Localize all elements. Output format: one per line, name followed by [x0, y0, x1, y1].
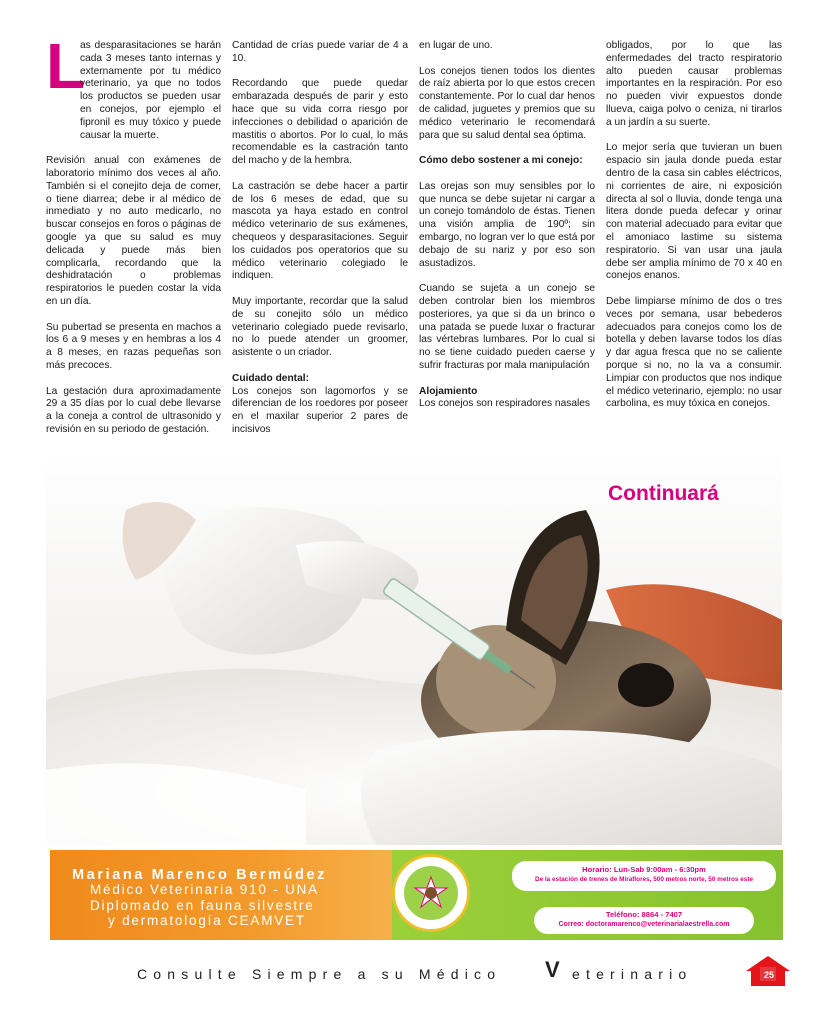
address-text: De la estación de trenes de Miraflores, 500 metros norte, 50 metros este	[534, 876, 754, 883]
vet-credential: Diplomado en fauna silvestre	[90, 898, 315, 913]
paragraph: Recordando que puede quedar embarazada después de parir y esto hace que su vida corra riesgo por infecciones o debilidad o aparición de mastitis o abortos. Por lo cual, lo más recomendable es la castración tanto del macho y de la hembra.	[232, 78, 408, 167]
paragraph: Los conejos son respiradores nasales	[419, 398, 591, 410]
paragraph: Debe limpiarse mínimo de dos o tres veces por semana, usar bebederos adecuados para conejos como los de botella y deben lavarse todos los días y dar agua fresca que no se caliente porque si no, no la va a consumir. Limpiar con productos que nos indique el médico veterinario, ejemplo: no usar carbolina, es muy tóxica en conejos.	[606, 295, 782, 410]
footer-tagline: Consulte Siempre a su Médico	[137, 966, 502, 982]
paragraph: Los conejos son lagomorfos y se diferencian de los roedores por poseer en el maxilar superior 2 pares de incisivos	[232, 385, 408, 435]
article-column-1	[46, 30, 221, 450]
section-heading: Alojamiento	[419, 385, 478, 397]
vet-credential: Médico Veterinaria 910 - UNA	[90, 882, 319, 897]
clinic-seal-logo	[392, 854, 470, 932]
paragraph: Los conejos tienen todos los dientes de raíz abierta por lo que estos crecen constantemente. Por lo cual dar henos de calidad, juguetes y premios que su médico veterinario le recomendará para que su salud dental sea óptima.	[419, 65, 595, 141]
paragraph-text: as desparasitaciones se harán cada 3 meses tanto internas y externamente por tu médico veterinario, ya que no todos los productos se pueden usar en conejos, por ejemplo el fipronil es muy tóxico y puede causar la muerte.	[80, 40, 221, 141]
paragraph: Cantidad de crías puede variar de 4 a 10.	[232, 40, 408, 64]
paragraph: Lo mejor sería que tuvieran un buen espacio sin jaula donde pueda estar dentro de la casa sin cables eléctricos, ni corrientes de aire, ni exposición directa al sol o lluvia, donde tenga una litera donde pueda defecar y orinar con material adecuado para evitar que el amoniaco lastime su sistema respiratorio. Si van usar una jaula debe ser amplia mínimo de 70 x 40 en conejos enanos.	[606, 142, 782, 282]
paragraph: La castración se debe hacer a partir de los 6 meses de edad, que su mascota ya haya estado en control médico veterinario de sus exámenes, chequeos y desparasitaciones. Seguir los cuidados pos operatorios que su médico veterinario colegiado le indiquen.	[232, 180, 408, 282]
vet-contact-banner	[50, 850, 783, 940]
paragraph	[46, 30, 221, 142]
seal-star-icon	[395, 857, 467, 929]
contact-box	[534, 907, 754, 934]
article-column-2	[232, 40, 408, 450]
paragraph: obligados, por lo que las enfermedades del tracto respiratorio alto pueden causar problemas importantes en la respiración. Por eso no pueden vivir expuestos donde llueva, caiga polvo o ceniza, ni tirarlos a un jardín a su suerte.	[606, 40, 782, 128]
article-column-3	[419, 40, 595, 424]
vet-v-logo-icon: V	[545, 957, 560, 982]
hours-box	[512, 861, 776, 891]
footer-tagline-end: eterinario	[572, 966, 693, 982]
paragraph: Cuando se sujeta a un conejo se deben controlar bien los miembros posteriores, ya que si da un brinco o una patada se puede luxar o fracturar las vértebras lumbares. Por lo cual si no se tiene cuidado pueden caerse y sufrir fracturas por mala manipulación	[419, 283, 595, 371]
vet-rabbit-photo	[46, 450, 782, 845]
page-number: 25	[764, 970, 775, 980]
section-heading: Cómo debo sostener a mi conejo:	[419, 155, 583, 167]
email-link[interactable]: Correo: doctoramarenco@veterinarialaestrella.com	[558, 921, 730, 928]
paragraph: en lugar de uno.	[419, 40, 493, 51]
paragraph: La gestación dura aproximadamente 29 a 35 días por lo cual debe llevarse a la coneja a control de ultrasonido y revisión en su periodo de gestación.	[46, 385, 221, 435]
hours-text: Horario: Lun-Sab 9:00am - 6:30pm	[582, 865, 706, 874]
phone-text: Teléfono: 8864 - 7407	[605, 910, 683, 919]
paragraph: Su pubertad se presenta en machos a los 6 a 9 meses y en hembras a los 4 a 8 meses, en razas pequeñas son más precoces.	[46, 321, 221, 371]
continued-label: Continuará	[608, 482, 719, 505]
paragraph: Las orejas son muy sensibles por lo que nunca se debe sujetar ni cargar a un conejo tomándolo de éstas. Tienen una visión amplia de 190º; sin embargo, no logran ver lo que está por debajo de su nariz y por eso son asustadizos.	[419, 180, 595, 269]
drop-cap: L	[46, 30, 86, 102]
article-column-4	[606, 40, 782, 424]
banner-left-panel	[50, 850, 392, 940]
vet-credential: y dermatología CEAMVET	[108, 913, 306, 928]
paragraph: Muy importante, recordar que la salud de su conejito sólo un médico veterinario colegiado puede revisarlo, no lo puede atender un groomer, asistente o un criador.	[232, 295, 408, 359]
photo-illustration	[46, 450, 782, 845]
paragraph: Revisión anual con exámenes de laboratorio mínimo dos veces al año. También si el conejito deja de comer, o tiene diarrea; debe ir al médico de inmediato y no auto medicarlo, no buscar consejos en foros o páginas de google ya que su salud es muy delicada y puede más bien complicarla, recordando que la deshidratación o problemas respiratorios le pueden costar la vida en un día.	[46, 155, 221, 307]
vet-name: Mariana Marenco Bermúdez	[72, 867, 327, 883]
section-heading: Cuidado dental:	[232, 372, 309, 384]
